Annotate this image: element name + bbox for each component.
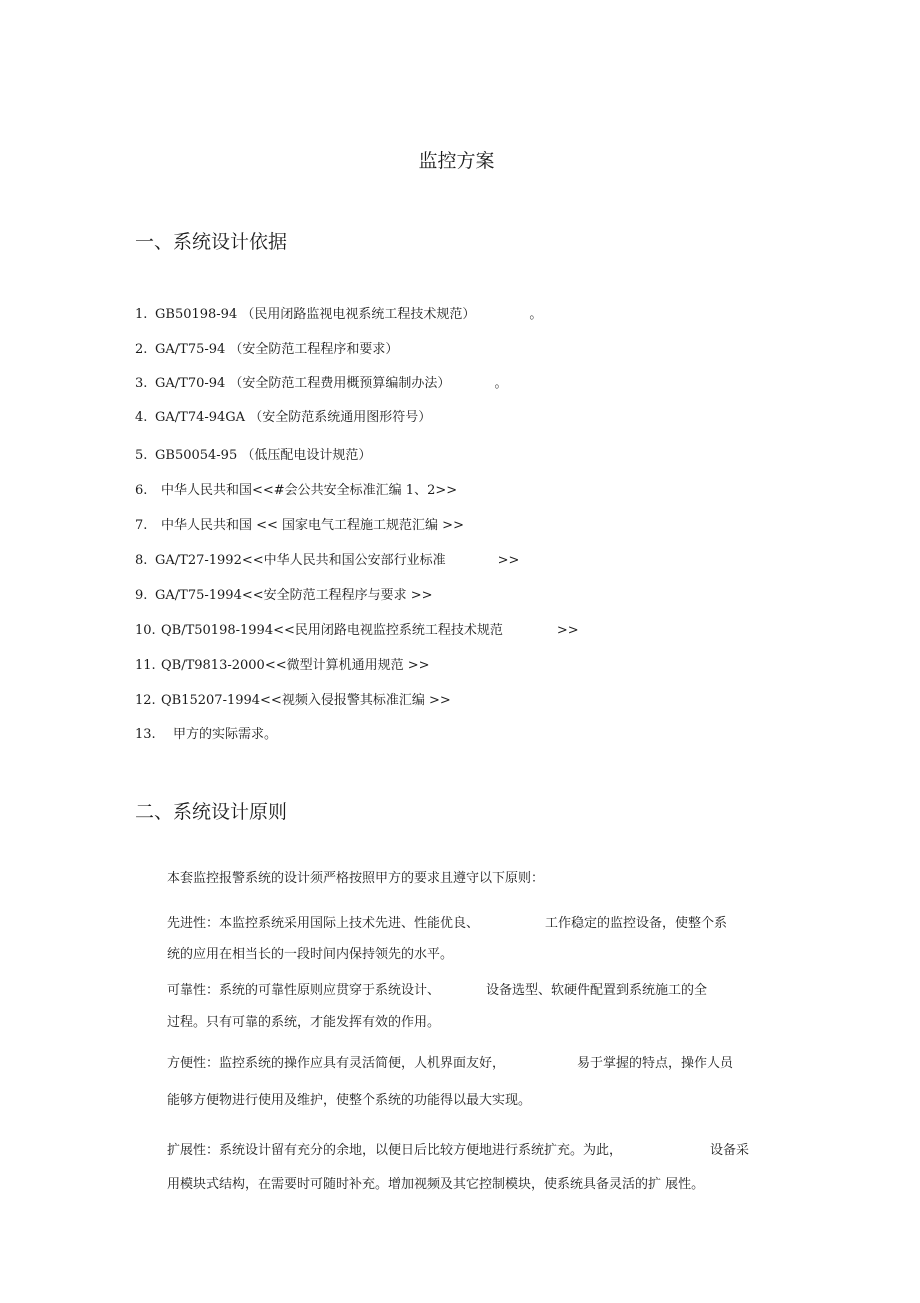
list-tail: 。 [529,307,543,322]
list-tail: >> [556,623,579,638]
list-number: 3. [135,376,148,391]
list-text: 中华人民共和国 << 国家电气工程施工规范汇编 >> [161,518,464,533]
list-number: 6. [135,483,148,498]
paragraph-intro: 本套监控报警系统的设计须严格按照甲方的要求且遵守以下原则： [167,871,545,886]
list-text: GA/T27-1992<<中华人民共和国公安部行业标准 [155,553,446,568]
text-segment: 过程。只有可靠的系统，才能发挥有效的作用。 [167,1015,441,1030]
list-item [135,514,464,533]
list-item [135,372,507,391]
text-segment: 先进性：本监控系统采用国际上技术先进、性能优良、 [167,916,480,931]
list-text: GA/T70-94 （安全防范工程费用概预算编制办法） [155,376,451,391]
paragraph-line [167,1089,531,1108]
paragraph-line [167,943,453,962]
list-text: QB15207-1994<<视频入侵报警其标准汇编 >> [161,693,451,708]
list-number: 4. [135,410,148,425]
list-number: 8. [135,553,148,568]
text-segment: 方便性：监控系统的操作应具有灵活简便，人机界面友好， [167,1056,506,1071]
list-item [135,444,371,463]
list-text: GB50198-94 （民用闭路监视电视系统工程技术规范） [155,307,476,322]
list-number: 13. [135,727,156,742]
list-item [135,338,398,357]
text-segment: 统的应用在相当长的一段时间内保持领先的水平。 [167,947,454,962]
list-text: QB/T9813-2000<<微型计算机通用规范 >> [161,658,430,673]
list-text: 甲方的实际需求。 [173,727,278,742]
text-segment: 工作稳定的监控设备，使整个系 [545,916,728,931]
paragraph-line [167,1011,440,1030]
list-item [135,549,519,568]
list-tail: >> [497,553,520,568]
list-number: 11. [135,658,156,673]
list-item [135,584,433,603]
list-item [135,723,277,742]
list-text: QB/T50198-1994<<民用闭路电视监控系统工程技术规范 [161,623,503,638]
list-item [135,689,451,708]
list-number: 7. [135,518,148,533]
list-number: 10. [135,623,156,638]
page-title: 监控方案 [418,150,495,172]
list-item [135,479,457,498]
list-number: 5. [135,448,148,463]
list-item [135,619,579,638]
list-number: 2. [135,342,148,357]
list-number: 9. [135,588,148,603]
text-segment: 设备采 [710,1143,750,1158]
list-text: GB50054-95 （低压配电设计规范） [155,448,372,463]
text-segment: 扩展性：系统设计留有充分的余地，以便日后比较方便地进行系统扩充。为此， [167,1143,623,1158]
section-heading-principles: 二、系统设计原则 [135,801,288,823]
paragraph-line [167,979,707,998]
list-item [135,654,430,673]
paragraph-line [167,1173,704,1192]
text-segment: 易于掌握的特点，操作人员 [577,1056,734,1071]
section-heading-basis: 一、系统设计依据 [135,231,288,253]
text-segment: 设备选型、软硬件配置到系统施工的全 [486,983,708,998]
list-number: 1. [135,307,148,322]
list-text: GA/T75-94 （安全防范工程程序和要求） [155,342,399,357]
list-item [135,303,542,322]
list-text: GA/T74-94GA （安全防范系统通用图形符号） [155,410,432,425]
list-text: GA/T75-1994<<安全防范工程程序与要求 >> [155,588,433,603]
list-tail: 。 [494,376,508,391]
list-text: 中华人民共和国<<#会公共安全标准汇编 1、2>> [161,483,458,498]
list-item [135,406,431,425]
list-number: 12. [135,693,156,708]
text-segment: 可靠性：系统的可靠性原则应贯穿于系统设计、 [167,983,441,998]
paragraph-line [167,1052,733,1071]
text-segment: 用模块式结构，在需要时可随时补充。增加视频及其它控制模块，使系统具备灵活的扩 展性。 [167,1177,705,1192]
paragraph-line [167,912,727,931]
text-segment: 能够方便物进行使用及维护，使整个系统的功能得以最大实现。 [167,1093,532,1108]
paragraph-line [167,1139,749,1158]
